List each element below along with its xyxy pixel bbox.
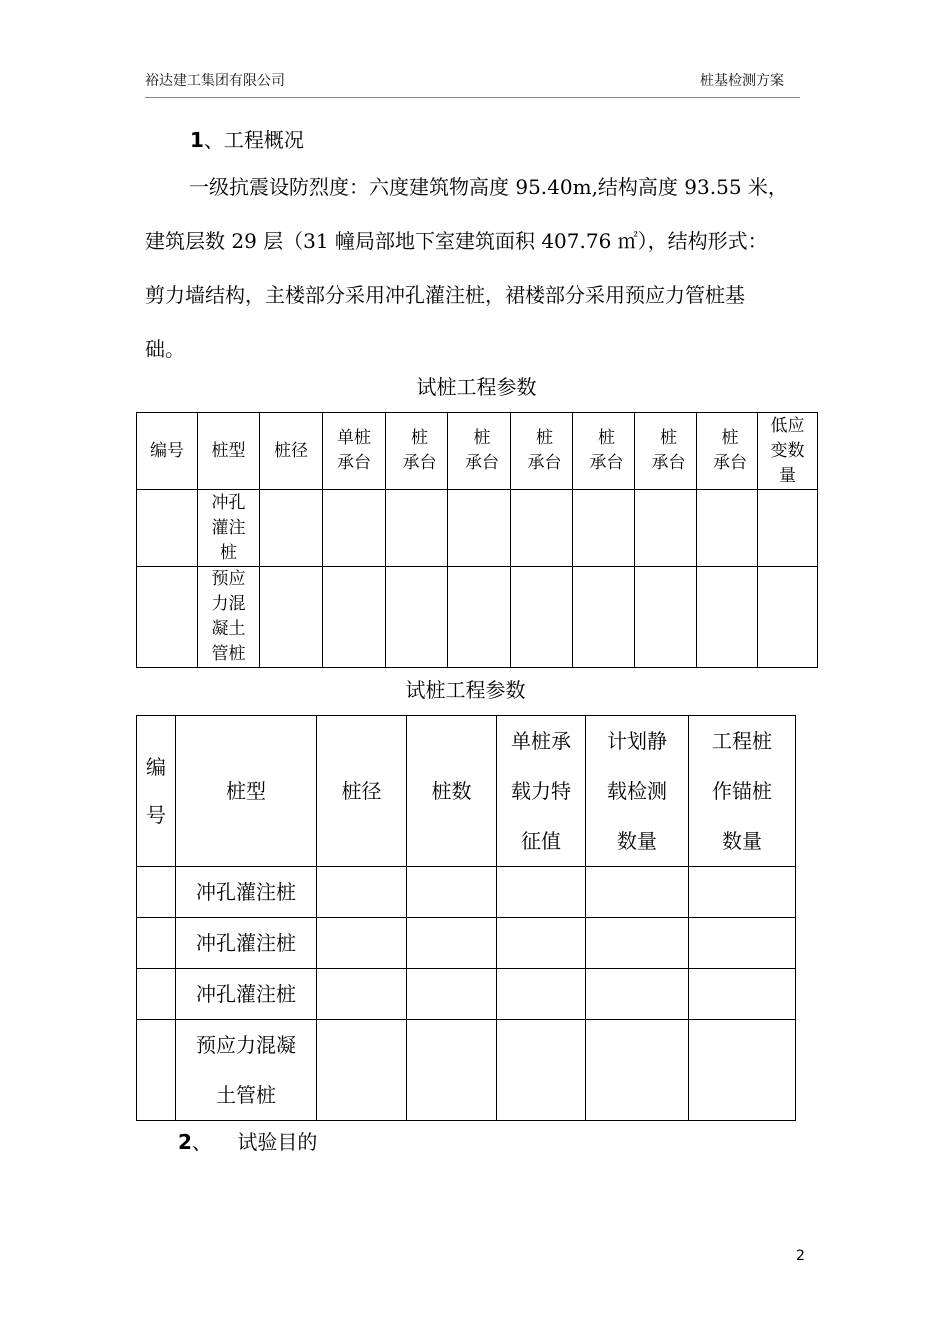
table-2-header-cell xyxy=(317,716,407,867)
cell-text-line: 数量 xyxy=(722,829,762,853)
table-2-cell xyxy=(176,969,317,1020)
table-1-cell xyxy=(697,490,758,567)
table-2-cell xyxy=(586,867,689,918)
cell-text-line: 桩 xyxy=(473,428,491,448)
table-1-row xyxy=(137,490,818,567)
table-1-header-cell xyxy=(758,413,818,490)
cell-text-line: 工程桩 xyxy=(712,729,772,753)
table-1-header-cell xyxy=(448,413,511,490)
cell-text-line: 桩数 xyxy=(431,779,472,803)
cell-text-line: 冲孔 xyxy=(211,492,246,513)
cell-text-line: 桩 xyxy=(411,428,428,448)
cell-text-line: 编 xyxy=(146,755,166,779)
cell-text-line: 桩 xyxy=(721,428,739,448)
table-2-cell xyxy=(586,918,689,969)
cell-text-line: 桩 xyxy=(536,428,553,448)
table-1-cell xyxy=(323,490,386,567)
overview-line-3: 剪力墙结构，主楼部分采用冲孔灌注桩，裙楼部分采用预应力管桩基 xyxy=(145,283,745,307)
section-2-heading xyxy=(178,1126,317,1155)
table-1-cell xyxy=(448,490,511,567)
table-2-cell xyxy=(689,1020,796,1121)
cell-text-line: 计划静 xyxy=(607,729,667,753)
table-1-cell xyxy=(573,490,635,567)
cell-text-line: 冲孔灌注桩 xyxy=(196,931,296,955)
table-2-caption: 试桩工程参数 xyxy=(405,678,526,702)
table-1-header-cell xyxy=(323,413,386,490)
table-1-cell xyxy=(137,567,198,668)
table-2-cell xyxy=(176,867,317,918)
table-2-cell xyxy=(689,867,796,918)
table-1-cell xyxy=(386,567,448,668)
cell-text-line: 桩 xyxy=(660,428,677,448)
table-2-header-cell xyxy=(497,716,586,867)
table-1-cell xyxy=(137,490,198,567)
cell-text-line: 承台 xyxy=(527,453,562,473)
cell-text-line: 桩型 xyxy=(226,779,266,803)
table-1-cell xyxy=(697,567,758,668)
table-2-header-cell xyxy=(689,716,796,867)
section-1-number: 1 xyxy=(190,128,204,152)
table-2-cell xyxy=(176,918,317,969)
cell-text-line: 预应 xyxy=(211,569,246,589)
table-1-cell xyxy=(260,567,323,668)
table-2-row xyxy=(137,918,796,969)
table-2-cell xyxy=(497,867,586,918)
table-1-cell xyxy=(635,490,697,567)
cell-text-line: 管桩 xyxy=(211,644,246,664)
table-2-row xyxy=(137,1020,796,1121)
table-1-header-cell xyxy=(511,413,573,490)
table-1-header-cell xyxy=(697,413,758,490)
header-rule xyxy=(145,97,800,98)
table-1-header-cell xyxy=(198,413,260,490)
table-2-cell xyxy=(137,1020,176,1121)
cell-text-line: 凝土 xyxy=(211,619,246,639)
cell-text-line: 号 xyxy=(146,803,166,827)
table-1-cell xyxy=(758,567,818,668)
table-1-header-cell xyxy=(635,413,697,490)
table-1-cell xyxy=(386,490,448,567)
header-doc-title: 桩基检测方案 xyxy=(700,73,784,89)
table-2-row xyxy=(137,867,796,918)
table-2-header-cell xyxy=(407,716,497,867)
cell-text-line: 载力特 xyxy=(511,779,571,803)
cell-text-line: 桩径 xyxy=(341,779,382,803)
table-1-header-cell xyxy=(573,413,635,490)
table-2-header-cell xyxy=(137,716,176,867)
section-1-title: 、工程概况 xyxy=(203,128,304,152)
page-number: 2 xyxy=(796,1248,805,1264)
table-2-cell xyxy=(137,867,176,918)
table-1-row xyxy=(137,567,818,668)
cell-text-line: 承台 xyxy=(337,453,371,473)
cell-text-line: 土管桩 xyxy=(216,1083,276,1107)
table-2-cell xyxy=(407,969,497,1020)
cell-text-line: 承台 xyxy=(402,453,437,473)
section-2-number: 2 xyxy=(178,1130,192,1154)
cell-text-line: 灌注 xyxy=(211,517,246,538)
table-1-cell xyxy=(198,490,260,567)
table-1-header-cell xyxy=(386,413,448,490)
cell-text-line: 承台 xyxy=(465,453,499,473)
table-2-header-row xyxy=(137,716,796,867)
overview-paragraph xyxy=(145,160,810,376)
table-2-cell xyxy=(497,969,586,1020)
table-1-cell xyxy=(758,490,818,567)
cell-text-line: 承台 xyxy=(713,453,747,473)
cell-text-line: 桩径 xyxy=(274,440,308,461)
overview-line-2: 建筑层数 29 层（31 幢局部地下室建筑面积 407.76 ㎡），结构形式： xyxy=(145,229,768,253)
table-1-cell xyxy=(323,567,386,668)
section-2-title: 、 试验目的 xyxy=(191,1130,318,1154)
table-1-cell xyxy=(511,567,573,668)
cell-text-line: 力混 xyxy=(211,594,246,614)
table-2-cell xyxy=(317,1020,407,1121)
cell-text-line: 征值 xyxy=(521,829,561,853)
table-1-header-cell xyxy=(137,413,198,490)
cell-text-line: 单桩 xyxy=(337,428,371,448)
table-2-cell xyxy=(407,867,497,918)
section-1-heading xyxy=(190,124,304,153)
table-2-row xyxy=(137,969,796,1020)
table-1-cell xyxy=(511,490,573,567)
table-1-header-row xyxy=(137,413,818,490)
test-pile-params-table-1 xyxy=(136,412,818,668)
cell-text-line: 编号 xyxy=(150,440,184,461)
table-2-cell xyxy=(497,1020,586,1121)
table-2-cell xyxy=(497,918,586,969)
cell-text-line: 载检测 xyxy=(607,779,667,803)
table-2-cell xyxy=(176,1020,317,1121)
table-2-cell xyxy=(586,969,689,1020)
table-2-cell xyxy=(407,1020,497,1121)
table-2-cell xyxy=(317,867,407,918)
table-1-cell xyxy=(198,567,260,668)
cell-text-line: 数量 xyxy=(617,829,657,853)
table-1-cell xyxy=(573,567,635,668)
table-2-header-cell xyxy=(176,716,317,867)
table-1-cell xyxy=(635,567,697,668)
overview-line-4: 础。 xyxy=(145,337,185,361)
cell-text-line: 桩 xyxy=(220,542,237,563)
table-2-cell xyxy=(407,918,497,969)
table-1-cell xyxy=(448,567,511,668)
cell-text-line: 承台 xyxy=(589,453,624,473)
cell-text-line: 冲孔灌注桩 xyxy=(196,982,296,1006)
overview-line-1: 一级抗震设防烈度：六度建筑物高度 95.40m,结构高度 93.55 米， xyxy=(189,175,788,199)
cell-text-line: 变数 xyxy=(770,440,805,461)
cell-text-line: 预应力混凝 xyxy=(196,1033,296,1057)
header-company: 裕达建工集团有限公司 xyxy=(145,73,285,89)
table-2-cell xyxy=(689,918,796,969)
cell-text-line: 桩型 xyxy=(211,440,246,461)
cell-text-line: 承台 xyxy=(651,453,686,473)
table-2-cell xyxy=(689,969,796,1020)
table-1-cell xyxy=(260,490,323,567)
table-2-cell xyxy=(317,969,407,1020)
table-2-cell xyxy=(137,918,176,969)
test-pile-params-table-2 xyxy=(136,715,796,1121)
cell-text-line: 低应 xyxy=(770,415,805,436)
cell-text-line: 冲孔灌注桩 xyxy=(196,880,296,904)
table-2-header-cell xyxy=(586,716,689,867)
table-2-cell xyxy=(586,1020,689,1121)
table-1-caption: 试桩工程参数 xyxy=(416,375,537,399)
cell-text-line: 量 xyxy=(779,465,796,486)
cell-text-line: 单桩承 xyxy=(511,729,571,753)
table-2-cell xyxy=(317,918,407,969)
cell-text-line: 作锚桩 xyxy=(712,779,772,803)
cell-text-line: 桩 xyxy=(598,428,615,448)
table-2-cell xyxy=(137,969,176,1020)
table-1-header-cell xyxy=(260,413,323,490)
